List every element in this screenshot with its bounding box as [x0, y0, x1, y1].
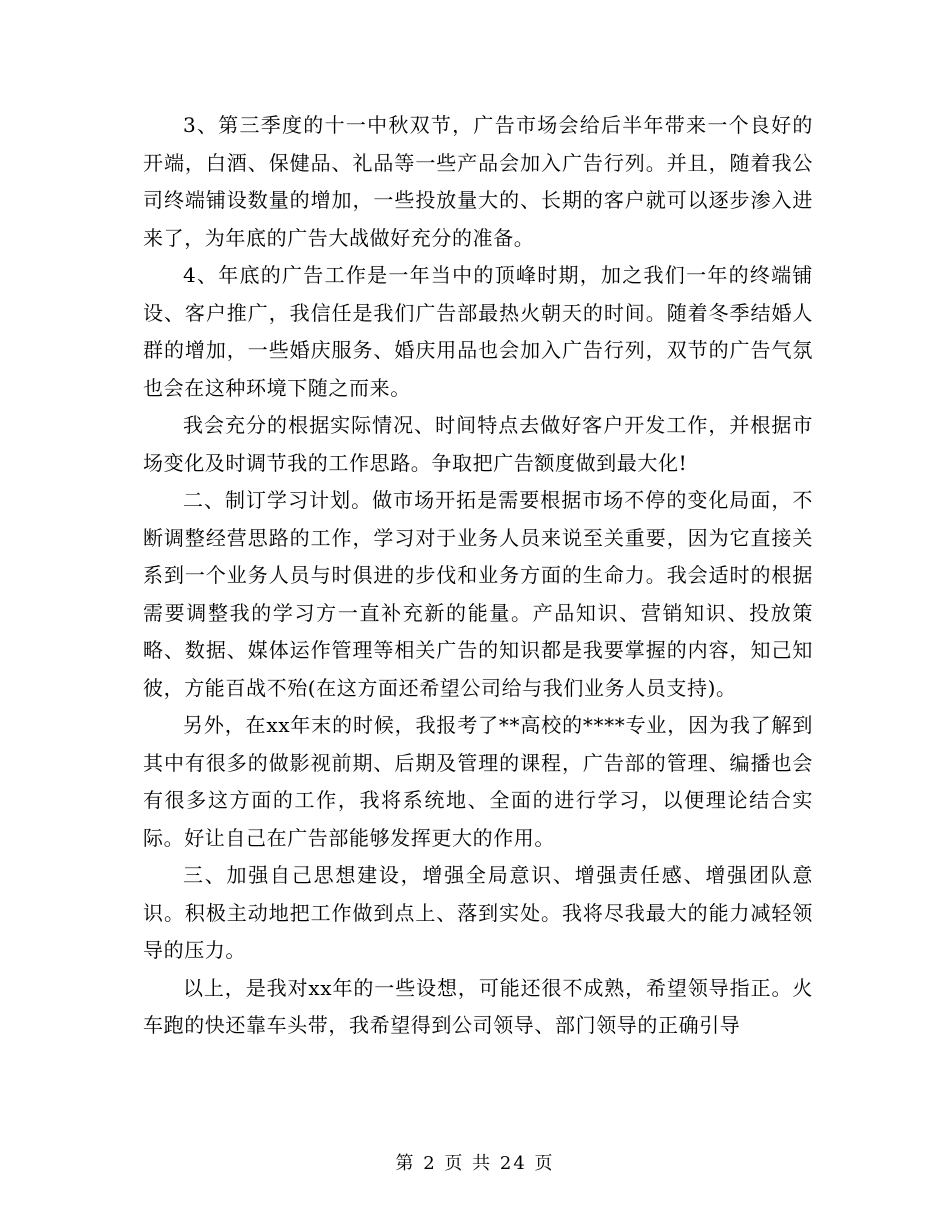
footer-suffix: 页 — [534, 1153, 555, 1174]
page-footer — [0, 1152, 950, 1176]
paragraph-further-study: 另外，在xx年末的时候，我报考了**高校的****专业，因为我了解到其中有很多的做影视前期、后期及管理的课程，广告部的管理、编播也会有很多这方面的工作，我将系统地、全面的进行学习，以便理论结合实际。好让自己在广告部能够发挥更大的作用。 — [143, 713, 813, 850]
paragraph-conclusion: 以上，是我对xx年的一些设想，可能还很不成熟，希望领导指正。火车跑的快还靠车头带，我希望得到公司领导、部门领导的正确引导 — [143, 975, 813, 1037]
document-body — [143, 107, 813, 1045]
paragraph-self-improvement: 三、加强自己思想建设，增强全局意识、增强责任感、增强团队意识。积极主动地把工作做到点上、落到实处。我将尽我最大的能力减轻领导的压力。 — [143, 863, 813, 962]
footer-prefix: 第 — [395, 1153, 416, 1174]
footer-page-number: 2 — [423, 1153, 437, 1174]
footer-middle: 页 共 — [444, 1153, 493, 1174]
paragraph-q3-plan: 3、第三季度的十一中秋双节，广告市场会给后半年带来一个良好的开端，白酒、保健品、礼品等一些产品会加入广告行列。并且，随着我公司终端铺设数量的增加，一些投放量大的、长期的客户就可以逐步渗入进来了，为年底的广告大战做好充分的准备。 — [143, 113, 813, 250]
paragraph-client-development: 我会充分的根据实际情况、时间特点去做好客户开发工作，并根据市场变化及时调节我的工作思路。争取把广告额度做到最大化! — [143, 413, 813, 475]
paragraph-study-plan: 二、制订学习计划。做市场开拓是需要根据市场不停的变化局面，不断调整经营思路的工作，学习对于业务人员来说至关重要，因为它直接关系到一个业务人员与时俱进的步伐和业务方面的生命力。我会适时的根据需要调整我的学习方一直补充新的能量。产品知识、营销知识、投放策略、数据、媒体运作管理等相关广告的知识都是我要掌握的内容，知己知彼，方能百战不殆(在这方面还希望公司给与我们业务人员支持)。 — [143, 488, 813, 700]
footer-total-pages: 24 — [499, 1153, 527, 1174]
paragraph-year-end-plan: 4、年底的广告工作是一年当中的顶峰时期，加之我们一年的终端铺设、客户推广，我信任是我们广告部最热火朝天的时间。随着冬季结婚人群的增加，一些婚庆服务、婚庆用品也会加入广告行列，双节的广告气氛也会在这种环境下随之而来。 — [143, 263, 813, 400]
